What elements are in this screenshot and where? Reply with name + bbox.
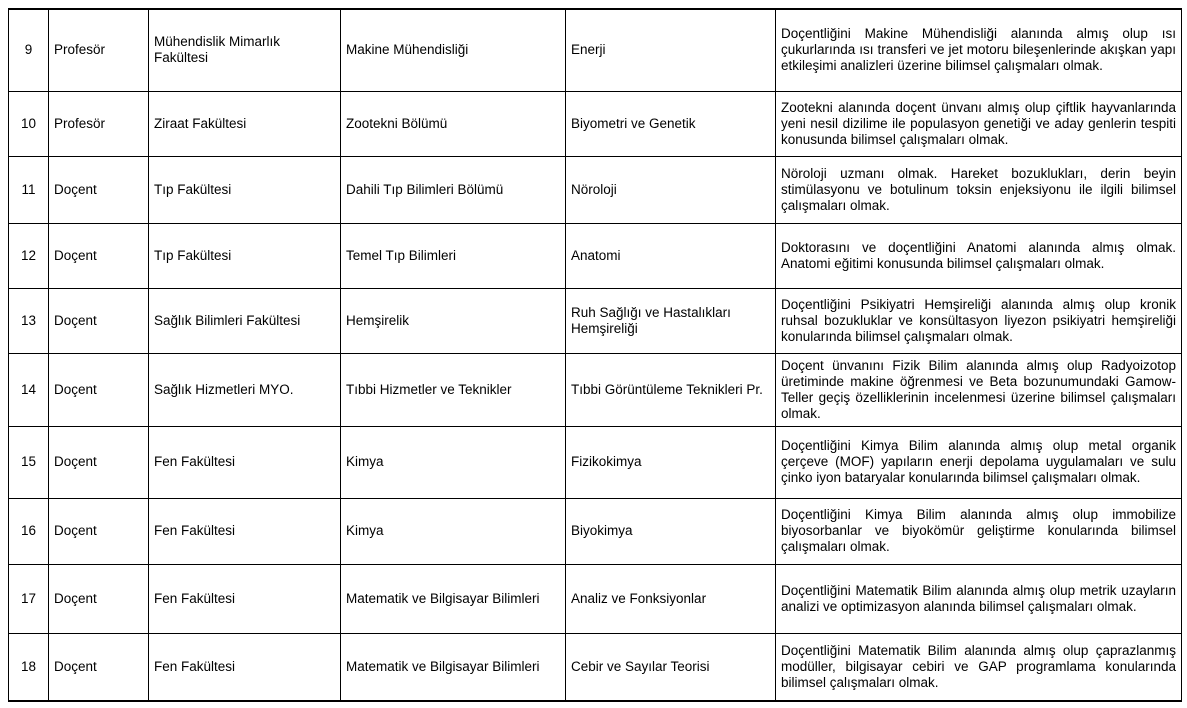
position-title: Doçent [49,223,149,288]
position-description: Nöroloji uzmanı olmak. Hareket bozuklukları, derin beyin stimülasyonu ve botulinum toksin enjeksiyonu ile ilgili bilimsel çalışmaları olmak. [776,156,1182,223]
faculty-name: Fen Fakültesi [149,564,341,633]
position-description: Doçent ünvanını Fizik Bilim alanında almış olup Radyoizotop üretiminde makine öğrenmesi ve Beta bozunumundaki Gamow-Teller geçiş özelliklerinin incelenmesi üzerine bilimsel çalışmaları olmak. [776,353,1182,426]
position-title: Doçent [49,633,149,701]
position-title: Doçent [49,156,149,223]
row-number: 16 [9,498,49,564]
row-number: 15 [9,426,49,498]
position-description: Doçentliğini Psikiyatri Hemşireliği alanında almış olup kronik ruhsal bozukluklar ve konsültasyon liyezon psikiyatri hemşireliği konularında bilimsel çalışmaları olmak. [776,288,1182,353]
position-title: Profesör [49,91,149,156]
department-name: Matematik ve Bilgisayar Bilimleri [341,564,566,633]
faculty-name: Mühendislik Mimarlık Fakültesi [149,9,341,91]
table-row [9,633,1182,701]
department-name: Matematik ve Bilgisayar Bilimleri [341,633,566,701]
department-name: Temel Tıp Bilimleri [341,223,566,288]
position-description: Doçentliğini Matematik Bilim alanında almış olup metrik uzayların analizi ve optimizasyon alanında bilimsel çalışmaları olmak. [776,564,1182,633]
department-name: Zootekni Bölümü [341,91,566,156]
field-name: Tıbbi Görüntüleme Teknikleri Pr. [566,353,776,426]
faculty-name: Tıp Fakültesi [149,156,341,223]
table-row [9,426,1182,498]
row-number: 18 [9,633,49,701]
department-name: Hemşirelik [341,288,566,353]
field-name: Ruh Sağlığı ve Hastalıkları Hemşireliği [566,288,776,353]
faculty-name: Tıp Fakültesi [149,223,341,288]
department-name: Kimya [341,426,566,498]
field-name: Biyometri ve Genetik [566,91,776,156]
field-name: Nöroloji [566,156,776,223]
academic-positions-table [8,8,1182,702]
row-number: 11 [9,156,49,223]
position-description: Doçentliğini Matematik Bilim alanında almış olup çaprazlanmış modüller, bilgisayar cebiri ve GAP programlama konularında bilimsel çalışmaları olmak. [776,633,1182,701]
faculty-name: Sağlık Hizmetleri MYO. [149,353,341,426]
table-row [9,223,1182,288]
table-row [9,288,1182,353]
faculty-name: Fen Fakültesi [149,426,341,498]
department-name: Dahili Tıp Bilimleri Bölümü [341,156,566,223]
department-name: Kimya [341,498,566,564]
field-name: Cebir ve Sayılar Teorisi [566,633,776,701]
row-number: 9 [9,9,49,91]
position-description: Zootekni alanında doçent ünvanı almış olup çiftlik hayvanlarında yeni nesil dizilime ile populasyon genetiği ve aday genlerin tespiti konusunda bilimsel çalışmaları olmak. [776,91,1182,156]
position-title: Doçent [49,498,149,564]
row-number: 17 [9,564,49,633]
department-name: Makine Mühendisliği [341,9,566,91]
row-number: 14 [9,353,49,426]
position-description: Doçentliğini Kimya Bilim alanında almış olup immobilize biyosorbanlar ve biyokömür geliştirme konularında bilimsel çalışmaları olmak. [776,498,1182,564]
faculty-name: Ziraat Fakültesi [149,91,341,156]
row-number: 10 [9,91,49,156]
field-name: Fizikokimya [566,426,776,498]
table-row [9,9,1182,91]
faculty-name: Sağlık Bilimleri Fakültesi [149,288,341,353]
row-number: 12 [9,223,49,288]
row-number: 13 [9,288,49,353]
field-name: Analiz ve Fonksiyonlar [566,564,776,633]
field-name: Anatomi [566,223,776,288]
table-row [9,353,1182,426]
position-title: Doçent [49,288,149,353]
table-body [9,9,1182,701]
faculty-name: Fen Fakültesi [149,498,341,564]
field-name: Enerji [566,9,776,91]
position-description: Doktorasını ve doçentliğini Anatomi alanında almış olmak. Anatomi eğitimi konusunda bilimsel çalışmaları olmak. [776,223,1182,288]
table-row [9,564,1182,633]
position-title: Doçent [49,426,149,498]
table-row [9,498,1182,564]
department-name: Tıbbi Hizmetler ve Teknikler [341,353,566,426]
position-title: Doçent [49,353,149,426]
field-name: Biyokimya [566,498,776,564]
table-row [9,91,1182,156]
table-row [9,156,1182,223]
position-title: Profesör [49,9,149,91]
faculty-name: Fen Fakültesi [149,633,341,701]
position-description: Doçentliğini Kimya Bilim alanında almış olup metal organik çerçeve (MOF) yapıların enerji depolama uygulamaları ve sulu çinko iyon bataryalar konularında bilimsel çalışmaları olmak. [776,426,1182,498]
position-description: Doçentliğini Makine Mühendisliği alanında almış olup ısı çukurlarında ısı transferi ve jet motoru bileşenlerinde akışkan yapı etkileşimi analizleri üzerine bilimsel çalışmaları olmak. [776,9,1182,91]
position-title: Doçent [49,564,149,633]
